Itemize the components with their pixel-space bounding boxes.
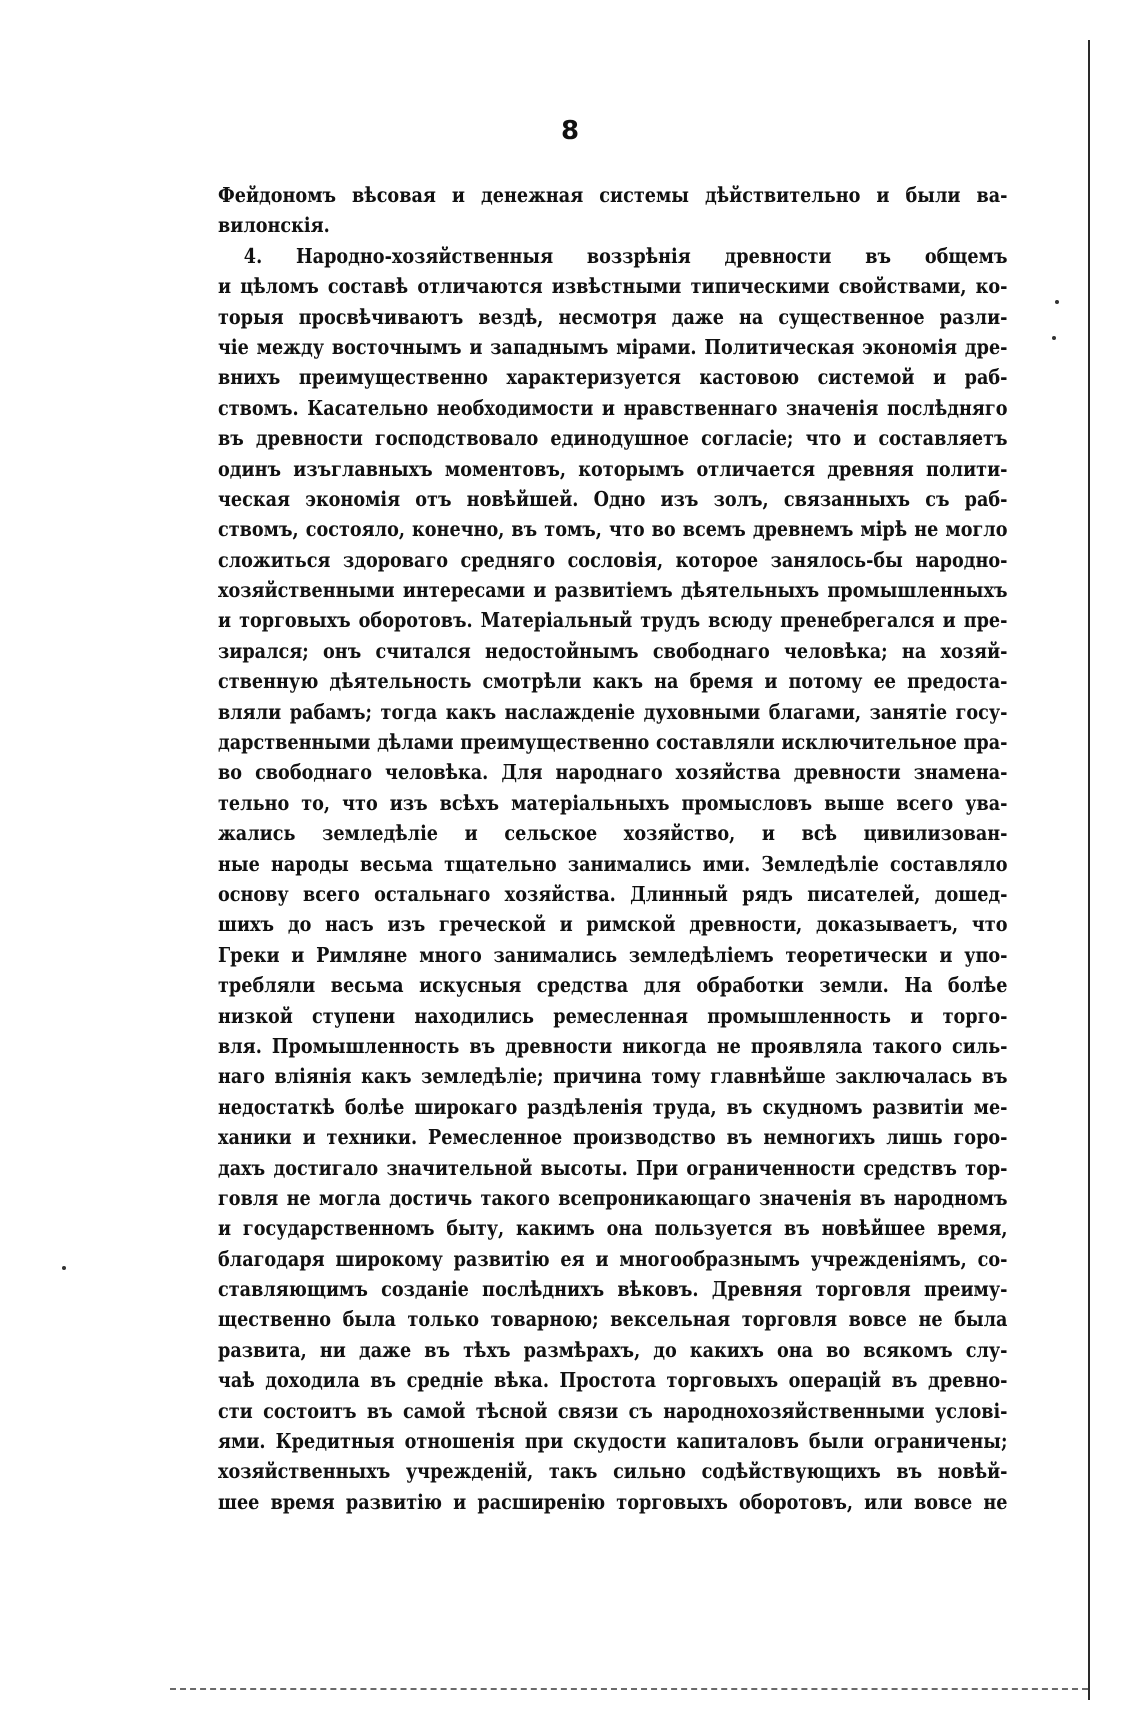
text-line: чіе между восточнымъ и западнымъ мірами. Политическая экономія дре-	[218, 334, 1008, 359]
text-line: низкой ступени находились ремесленная промышленность и торго-	[218, 1003, 1008, 1028]
scan-speck	[1052, 336, 1056, 340]
text-line: щественно была только товарною; вексельная торговля вовсе не была	[218, 1307, 1008, 1332]
text-line: благодаря широкому развитію ея и многообразнымъ учрежденіямъ, со-	[218, 1246, 1008, 1271]
scan-speck	[1055, 300, 1059, 304]
body-text	[218, 180, 1008, 1517]
text-line: наго вліянія какъ земледѣліе; причина тому главнѣйше заключалась въ	[218, 1064, 1008, 1089]
text-line: внихъ преимущественно характеризуется кастовою системой и раб-	[218, 365, 1008, 390]
text-line: ные народы весьма тщательно занимались ими. Земледѣліе составляло	[218, 851, 1008, 876]
text-line: Греки и Римляне много занимались земледѣліемъ теоретически и упо-	[218, 942, 1008, 967]
text-line: развита, ни даже въ тѣхъ размѣрахъ, до какихъ она во всякомъ слу-	[218, 1337, 1008, 1362]
text-line: сти состоитъ въ самой тѣсной связи съ народнохозяйственными услові-	[218, 1398, 1008, 1423]
text-line: шихъ до насъ изъ греческой и римской древности, доказываетъ, что	[218, 912, 1008, 937]
text-line: жались земледѣліе и сельское хозяйство, и всѣ цивилизован-	[218, 821, 1008, 846]
text-line: зирался; онъ считался недостойнымъ свободнаго человѣка; на хозяй-	[218, 638, 1008, 663]
text-line: торыя просвѣчиваютъ вездѣ, несмотря даже на существенное разли-	[218, 304, 1008, 329]
text-line: ствомъ, состояло, конечно, въ томъ, что во всемъ древнемъ мірѣ не могло	[218, 517, 1008, 542]
text-line: чаѣ доходила въ средніе вѣка. Простота торговыхъ операцій въ древно-	[218, 1368, 1008, 1393]
text-line: вилонскія.	[218, 213, 330, 238]
scan-speck	[62, 1266, 66, 1270]
text-line: тельно то, что изъ всѣхъ матеріальныхъ промысловъ выше всего ува-	[218, 790, 1008, 815]
text-line: Фейдономъ вѣсовая и денежная системы дѣйствительно и были ва-	[218, 183, 1008, 207]
text-line: и государственномъ быту, какимъ она пользуется въ новѣйшее время,	[218, 1216, 1008, 1241]
text-line: дарственными дѣлами преимущественно составляли исключительное пра-	[218, 730, 1008, 755]
text-line: основу всего остальнаго хозяйства. Длинный рядъ писателей, дошед-	[218, 881, 1008, 906]
text-line: ханики и техники. Ремесленное производство въ немногихъ лишь горо-	[218, 1125, 1008, 1150]
text-line: и цѣломъ составѣ отличаются извѣстными типическими свойствами, ко-	[218, 274, 1008, 299]
paragraph-start-line: 4. Народно-хозяйственныя воззрѣнія древности въ общемъ	[243, 243, 1008, 268]
text-line: сложиться здороваго средняго сословія, которое занялось-бы народно-	[218, 547, 1008, 572]
page-edge-rule	[1088, 40, 1090, 1700]
text-line: во свободнаго человѣка. Для народнаго хозяйства древности знамена-	[218, 760, 1008, 785]
text-line: и торговыхъ оборотовъ. Матеріальный трудъ всюду пренебрегался и пре-	[218, 608, 1008, 633]
text-line: хозяйственныхъ учрежденій, такъ сильно содѣйствующихъ въ новѣй-	[218, 1459, 1008, 1484]
text-line: ческая экономія отъ новѣйшей. Одно изъ золъ, связанныхъ съ раб-	[218, 486, 1008, 511]
text-line: ственную дѣятельность смотрѣли какъ на бремя и потому ее предоста-	[218, 669, 1008, 694]
bottom-scan-rule	[170, 1688, 1088, 1690]
text-line: дахъ достигало значительной высоты. При ограниченности средствъ тор-	[218, 1155, 1008, 1180]
page-number: 8	[560, 116, 580, 146]
text-line: ставляющимъ созданіе послѣднихъ вѣковъ. Древняя торговля преиму-	[218, 1277, 1008, 1302]
text-line: требляли весьма искусныя средства для обработки земли. На болѣе	[218, 973, 1008, 998]
text-line: недостаткѣ болѣе широкаго раздѣленія труда, въ скудномъ развитіи ме-	[218, 1094, 1008, 1119]
text-line: вля. Промышленность въ древности никогда не проявляла такого силь-	[218, 1033, 1008, 1058]
text-line: ствомъ. Касательно необходимости и нравственнаго значенія послѣдняго	[218, 395, 1008, 420]
text-line: шее время развитію и расширенію торговыхъ оборотовъ, или вовсе не	[218, 1489, 1008, 1514]
text-line: говля не могла достичь такого всепроникающаго значенія въ народномъ	[218, 1185, 1008, 1210]
text-line: въ древности господствовало единодушное согласіе; что и составляетъ	[218, 426, 1008, 451]
text-line: одинъ изъглавныхъ моментовъ, которымъ отличается древняя полити-	[218, 456, 1008, 481]
text-line: хозяйственными интересами и развитіемъ дѣятельныхъ промышленныхъ	[218, 578, 1008, 603]
text-line: ями. Кредитныя отношенія при скудости капиталовъ были ограничены;	[218, 1429, 1008, 1454]
text-line: вляли рабамъ; тогда какъ наслажденіе духовными благами, занятіе госу-	[218, 699, 1008, 724]
